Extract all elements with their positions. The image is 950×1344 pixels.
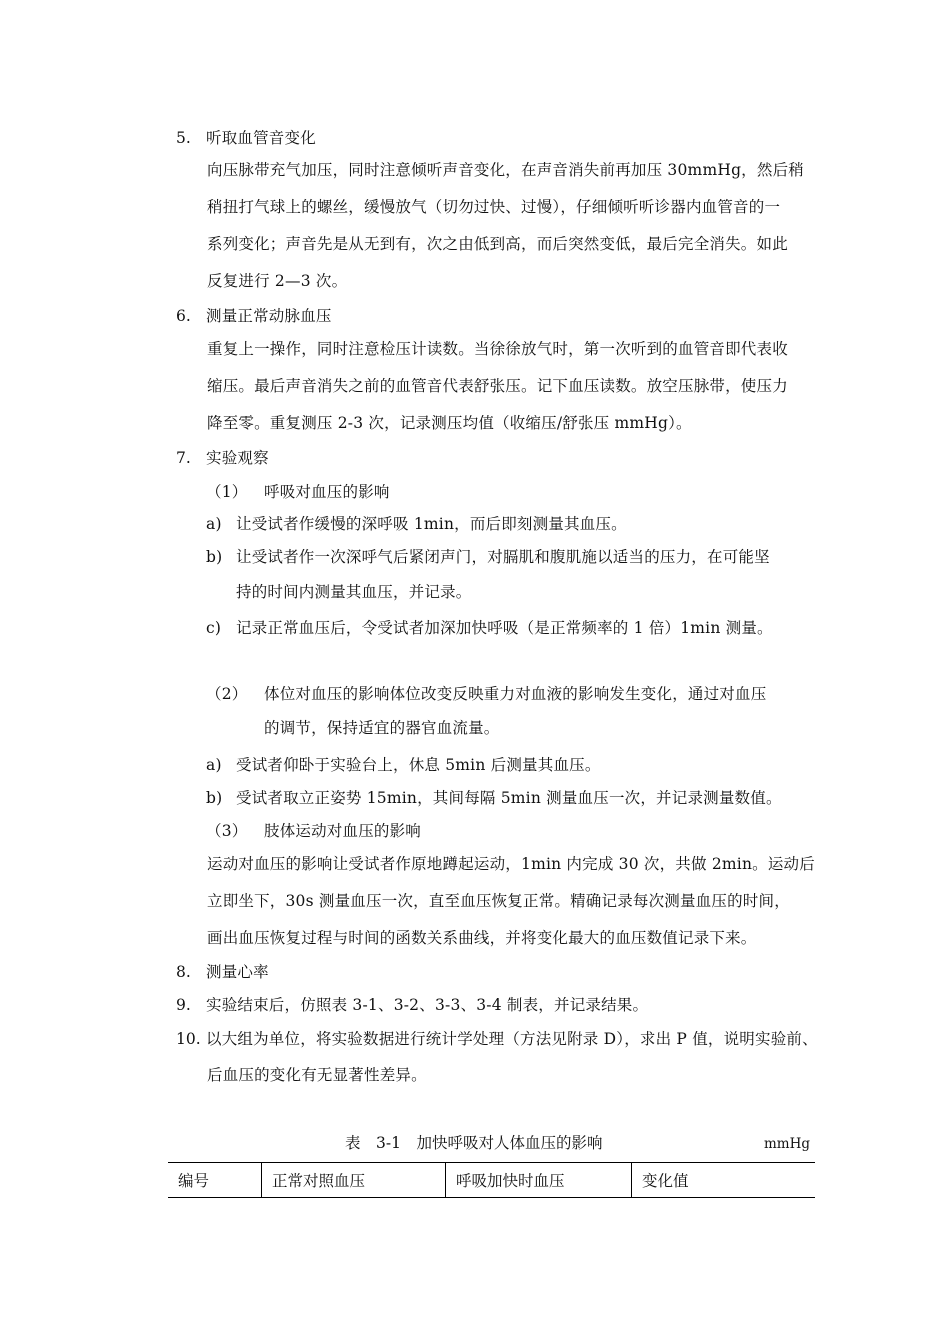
item-6-heading: 测量正常动脉血压 (206, 307, 332, 325)
item-8-number: 8. (176, 963, 191, 981)
sub3-label: （3） (206, 822, 248, 840)
item-10-heading: 以大组为单位，将实验数据进行统计学处理（方法见附录 D），求出 P 值，说明实验前、 (206, 1030, 818, 1048)
sub3-title: 肢体运动对血压的影响 (264, 822, 422, 840)
sub1-b-line-2: 持的时间内测量其血压，并记录。 (236, 583, 472, 601)
header-fast-breathing-bp: 呼吸加快时血压 (446, 1163, 632, 1198)
item-5-line-3: 系列变化；声音先是从无到有，次之由低到高，而后突然变低，最后完全消失。如此 (207, 235, 788, 253)
sub2-b-mark: b) (206, 789, 223, 807)
table-header-row (168, 1163, 815, 1198)
sub1-title: 呼吸对血压的影响 (264, 483, 390, 501)
item-5-number: 5. (176, 129, 191, 147)
item-9-number: 9. (176, 996, 191, 1014)
sub3-line-2: 立即坐下，30s 测量血压一次，直至血压恢复正常。精确记录每次测量血压的时间， (207, 892, 790, 910)
header-change-value: 变化值 (632, 1163, 816, 1198)
sub1-a-mark: a) (206, 515, 222, 533)
item-7-number: 7. (176, 449, 191, 467)
item-5-line-1: 向压脉带充气加压，同时注意倾听声音变化，在声音消失前再加压 30mmHg，然后稍 (207, 161, 804, 179)
item-10-line-1: 后血压的变化有无显著性差异。 (207, 1066, 427, 1084)
sub1-b-mark: b) (206, 548, 223, 566)
sub1-c-text: 记录正常血压后，令受试者加深加快呼吸（是正常频率的 1 倍）1min 测量。 (236, 619, 773, 637)
item-5-line-2: 稍扭打气球上的螺丝，缓慢放气（切勿过快、过慢），仔细倾听听诊器内血管音的一 (207, 198, 781, 216)
sub1-b-line-1: 让受试者作一次深呼气后紧闭声门，对膈肌和腹肌施以适当的压力，在可能坚 (236, 548, 770, 566)
item-6-line-3: 降至零。重复测压 2-3 次，记录测压均值（收缩压/舒张压 mmHg）。 (207, 414, 692, 432)
sub2-a-text: 受试者仰卧于实验台上，休息 5min 后测量其血压。 (236, 756, 601, 774)
item-6-line-2: 缩压。最后声音消失之前的血管音代表舒张压。记下血压读数。放空压脉带，使压力 (207, 377, 788, 395)
item-5-heading: 听取血管音变化 (206, 129, 316, 147)
sub3-line-3: 画出血压恢复过程与时间的函数关系曲线，并将变化最大的血压数值记录下来。 (207, 929, 757, 947)
sub1-a-text: 让受试者作缓慢的深呼吸 1min，而后即刻测量其血压。 (236, 515, 627, 533)
sub1-label: （1） (206, 483, 248, 501)
item-10-number: 10. (176, 1030, 201, 1048)
table-unit: mmHg (764, 1136, 811, 1152)
item-5-line-4: 反复进行 2—3 次。 (207, 272, 348, 290)
sub2-label: （2） (206, 685, 248, 703)
sub1-c-mark: c) (206, 619, 222, 637)
item-6-number: 6. (176, 307, 191, 325)
sub2-b-text: 受试者取立正姿势 15min，其间每隔 5min 测量血压一次，并记录测量数值。 (236, 789, 782, 807)
table-caption: 表 3-1 加快呼吸对人体血压的影响 (345, 1134, 603, 1152)
item-9-heading: 实验结束后，仿照表 3-1、3-2、3-3、3-4 制表，并记录结果。 (206, 996, 649, 1014)
item-6-line-1: 重复上一操作，同时注意检压计读数。当徐徐放气时，第一次听到的血管音即代表收 (207, 340, 788, 358)
item-7-heading: 实验观察 (206, 449, 269, 467)
sub2-a-mark: a) (206, 756, 222, 774)
item-8-heading: 测量心率 (206, 963, 269, 981)
header-id: 编号 (168, 1163, 262, 1198)
blood-pressure-table (168, 1162, 815, 1198)
sub3-line-1: 运动对血压的影响让受试者作原地蹲起运动，1min 内完成 30 次，共做 2min。运动后 (207, 855, 815, 873)
sub2-title-line-2: 的调节，保持适宜的器官血流量。 (264, 719, 500, 737)
header-normal-bp: 正常对照血压 (262, 1163, 446, 1198)
sub2-title-line-1: 体位对血压的影响体位改变反映重力对血液的影响发生变化，通过对血压 (264, 685, 767, 703)
